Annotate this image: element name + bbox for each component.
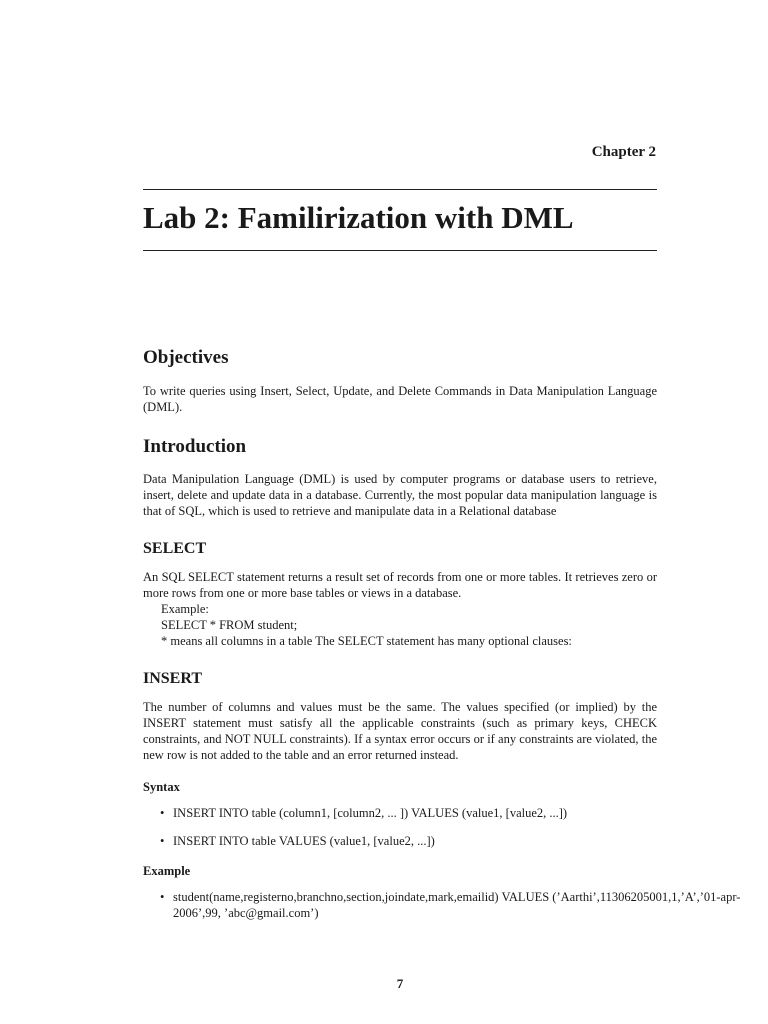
list-item [143,833,657,849]
objectives-heading: Objectives [143,347,229,368]
page-number: 7 [396,976,404,991]
select-example-code: SELECT * FROM student; [161,618,298,633]
title-rule-top [143,189,657,190]
select-section [143,539,657,649]
example-list [143,889,763,921]
select-note: * means all columns in a table The SELECT statement has many optional clauses: [161,634,572,649]
syntax-heading: Syntax [143,779,180,794]
syntax-item-text: INSERT INTO table (column1, [column2, ... ]) VALUES (value1, [value2, ...]) [173,806,568,821]
syntax-list [143,805,657,849]
example-item-text: student(name,registerno,branchno,section,joindate,mark,emailid) VALUES (’Aarthi’,11306205001,1,’A’,’01-apr-2006’,99, ’abc@gmail.com’) [173,890,741,921]
insert-heading: INSERT [143,670,203,688]
example-heading: Example [143,864,191,879]
select-heading: SELECT [143,540,207,558]
syntax-item-text: INSERT INTO table VALUES (value1, [value2, ...]) [173,834,435,849]
bullet-icon: • [160,806,165,821]
select-example-label: Example: [161,602,209,617]
bullet-icon: • [160,890,165,905]
page-title: Lab 2: Familirization with DML [143,200,574,235]
list-item [143,805,657,821]
title-rule-bottom [143,250,657,251]
bullet-icon: • [160,834,165,849]
introduction-heading: Introduction [143,435,247,457]
introduction-section [143,435,657,520]
insert-section [143,669,657,763]
objectives-text: To write queries using Insert, Select, Update, and Delete Commands in Data Manipulation Language (DML). [143,383,657,414]
main-content [143,346,741,935]
objectives-section [143,346,657,415]
select-text: An SQL SELECT statement returns a result set of records from one or more tables. It retrieves zero or more rows from one or more base tables or views in a database. [143,570,657,601]
list-item [143,889,763,921]
introduction-text: Data Manipulation Language (DML) is used by computer programs or database users to retrieve, insert, delete and update data in a database. Currently, the most popular data manipulation language is that of SQL, which is used to retrieve and manipulate data in a Relational database [143,472,657,519]
chapter-label: Chapter 2 [591,144,656,160]
insert-text: The number of columns and values must be the same. The values specified (or implied) by the INSERT statement must satisfy all the applicable constraints (such as primary keys, CHECK constraints, and NOT NULL constraints). If a syntax error occurs or if any constraints are violated, the new row is not added to the table and an error returned instead. [143,699,657,762]
